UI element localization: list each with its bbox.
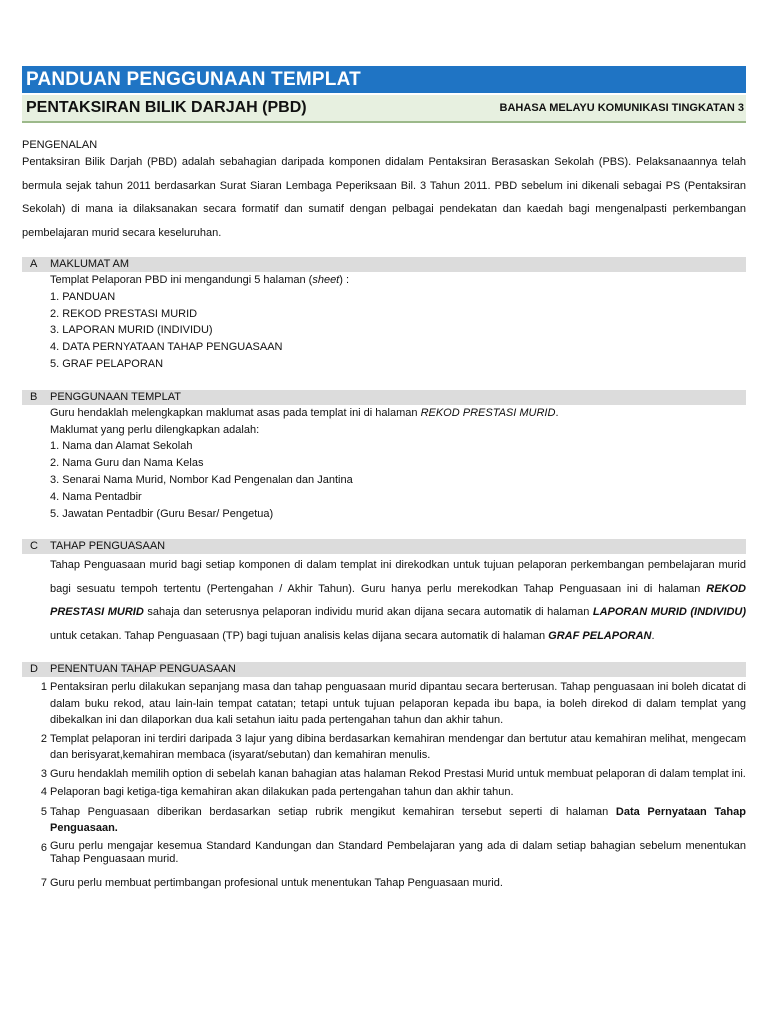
item-number: 5 [40, 805, 47, 818]
text-run: ) : [339, 274, 350, 286]
section-letter: B [30, 390, 38, 403]
item-number: 7 [40, 876, 47, 889]
list-item: 4. DATA PERNYATAAN TAHAP PENGUASAAN [50, 341, 283, 354]
intro-heading: PENGENALAN [22, 139, 98, 151]
section-letter: C [30, 540, 38, 553]
text-run: Templat Pelaporan PBD ini mengandungi 5 halaman ( [50, 274, 313, 286]
text-run: Tahap Penguasaan murid bagi setiap komponen di dalam templat ini direkodkan untuk tujuan pelaporan perkembangan pembelajaran murid bagi sesuatu tempoh tertentu (Pertengahan / Akhir Tahun). Guru hanya perlu merekodkan Tahap Penguasaan ini di halaman [50, 559, 746, 595]
subject-label: BAHASA MELAYU KOMUNIKASI TINGKATAN 3 [499, 102, 744, 114]
list-item [22, 731, 746, 764]
section-a-list [22, 289, 746, 373]
item-number: 3 [40, 767, 47, 780]
section-title: PENENTUAN TAHAP PENGUASAAN [50, 663, 236, 676]
list-item [22, 840, 746, 866]
item-text: Pelaporan bagi ketiga-tiga kemahiran akan dilakukan pada pertengahan tahun dan akhir tahun. [50, 786, 514, 799]
text-run: untuk cetakan. Tahap Penguasaan (TP) bagi tujuan analisis kelas dijana secara automatik di halaman [50, 629, 549, 642]
list-item: 2. REKOD PRESTASI MURID [50, 307, 198, 320]
item-number: 6 [40, 841, 47, 854]
section-title: MAKLUMAT AM [50, 258, 130, 270]
item-text: Guru perlu mengajar kesemua Standard Kandungan dan Standard Pembelajaran yang ada di dalam setiap bahagian sebelum menentukan Tahap Penguasaan murid. [50, 839, 746, 865]
subtitle-bar [22, 95, 746, 123]
list-item: 5. GRAF PELAPORAN [50, 357, 164, 370]
section-a-body [22, 272, 746, 289]
section-d-header [22, 662, 746, 677]
section-b-line1 [50, 405, 746, 422]
item-text [50, 804, 746, 837]
text-run-emphasis: GRAF PELAPORAN [548, 629, 652, 642]
section-c-header [22, 539, 746, 554]
list-item [22, 784, 746, 801]
list-item [22, 679, 746, 729]
text-run: sahaja dan seterusnya pelaporan individu murid akan dijana secara automatik di halaman [143, 606, 593, 619]
section-c-paragraph [50, 554, 746, 648]
section-a-header [22, 257, 746, 272]
section-a-intro [50, 272, 746, 289]
item-number: 4 [40, 786, 47, 799]
item-text: Pentaksiran perlu dilakukan sepanjang masa dan tahap penguasaan murid dipantau secara berterusan. Tahap penguasaan ini boleh dicatat di dalam buku rekod, atau lain-lain tempat catatan; tetapi untuk tujuan pelaporan kepada ibu bapa, ia boleh direkod di dalam templat yang dibekalkan ini dan dilaporkan dua kali setahun iaitu pada pertengahan tahun dan akhir tahun. [50, 681, 746, 727]
list-item: 1. PANDUAN [50, 290, 116, 303]
section-title: TAHAP PENGUASAAN [50, 540, 166, 553]
section-b-header [22, 390, 746, 405]
item-text: Guru perlu membuat pertimbangan profesional untuk menentukan Tahap Penguasaan murid. [50, 876, 503, 889]
section-title: PENGGUNAAN TEMPLAT [50, 390, 182, 403]
list-item: 3. LAPORAN MURID (INDIVIDU) [50, 324, 213, 337]
text-run: . [651, 629, 655, 642]
section-b-body [22, 405, 746, 439]
list-item [22, 766, 746, 783]
list-item: 3. Senarai Nama Murid, Nombor Kad Pengenalan dan Jantina [50, 473, 353, 486]
list-item [22, 804, 746, 837]
list-item: 2. Nama Guru dan Nama Kelas [50, 457, 204, 470]
list-item [22, 875, 746, 892]
item-number: 1 [40, 681, 47, 694]
document-title: PANDUAN PENGGUNAAN TEMPLAT [22, 66, 746, 93]
text-run: . [555, 406, 559, 419]
section-b-line2: Maklumat yang perlu dilengkapkan adalah: [50, 423, 260, 436]
list-item: 5. Jawatan Pentadbir (Guru Besar/ Pengetua) [50, 507, 274, 520]
item-text: Templat pelaporan ini terdiri daripada 3 lajur yang dibina berdasarkan kemahiran mendengar dan bertutur atau kemahiran melihat, mengecam dan berisyarat,kemahiran membaca (isyarat/sebutan) dan kemahiran menulis. [50, 732, 746, 762]
section-letter: A [30, 258, 38, 270]
text-run-emphasis: REKOD PRESTASI MURID [50, 582, 746, 619]
text-run: Guru hendaklah melengkapkan maklumat asas pada templat ini di halaman [50, 406, 421, 419]
list-item: 4. Nama Pentadbir [50, 490, 142, 503]
text-run-bold: Data Pernyataan Tahap Penguasaan. [50, 805, 746, 835]
section-d-list [22, 679, 746, 891]
document-page [22, 66, 746, 891]
list-item: 1. Nama dan Alamat Sekolah [50, 440, 193, 453]
section-c-body [22, 554, 746, 648]
section-b-list [22, 438, 746, 522]
item-text: Guru hendaklah memilih option di sebelah kanan bahagian atas halaman Rekod Prestasi Murid untuk membuat pelaporan di dalam templat ini. [50, 767, 746, 780]
document-subtitle: PENTAKSIRAN BILIK DARJAH (PBD) [26, 99, 307, 116]
text-run-emphasis: LAPORAN MURID (INDIVIDU) [592, 606, 746, 619]
intro-paragraph: Pentaksiran Bilik Darjah (PBD) adalah sebahagian daripada komponen didalam Pentaksiran Berasaskan Sekolah (PBS). Pelaksanaannya telah bermula sejak tahun 2011 berdasarkan Surat Siaran Lembaga Peperiksaan Bil. 3 Tahun 2011. PBD sebelum ini dikenali sebagai PS (Pentaksiran Sekolah) di mana ia dilaksanakan secara formatif dan sumatif dengan pelbagai pendekatan dan kaedah bagi mengenalpasti perkembangan pembelajaran murid secara keseluruhan. [22, 156, 746, 239]
text-run-italic: sheet [312, 274, 340, 286]
section-letter: D [30, 663, 38, 676]
text-run-italic: REKOD PRESTASI MURID [420, 406, 556, 419]
text-run: Tahap Penguasaan diberikan berdasarkan setiap rubrik mengikut kemahiran tersebut seperti di halaman [50, 805, 616, 818]
item-number: 2 [40, 732, 47, 745]
